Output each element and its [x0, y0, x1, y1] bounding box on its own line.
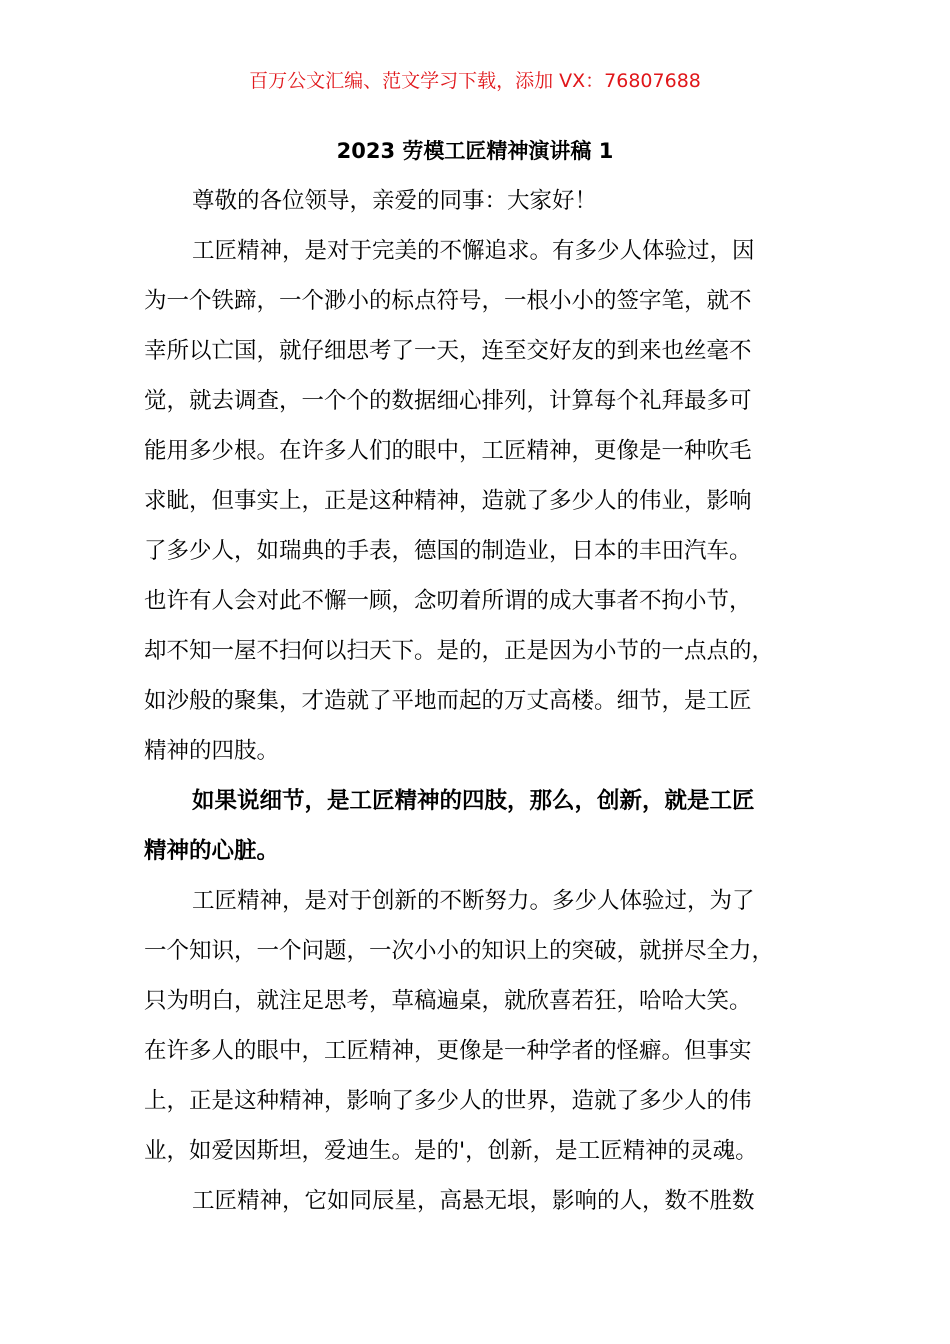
header-banner: 百万公文汇编、范文学习下载，添加 VX：76807688 [249, 70, 701, 92]
paragraph-line: 能用多少根。在许多人们的眼中，工匠精神，更像是一种吹毛 [144, 438, 752, 464]
paragraph-line: 觉，就去调查，一个个的数据细心排列，计算每个礼拜最多可 [144, 388, 752, 414]
paragraph-line: 上，正是这种精神，影响了多少人的世界，造就了多少人的伟 [144, 1088, 752, 1114]
paragraph-line: 了多少人，如瑞典的手表，德国的制造业，日本的丰田汽车。 [144, 538, 752, 564]
paragraph-line: 为一个铁蹄，一个渺小的标点符号，一根小小的签字笔，就不 [144, 288, 752, 314]
document-body [144, 176, 844, 1226]
paragraph-line: 也许有人会对此不懈一顾，念叨着所谓的成大事者不拘小节， [144, 588, 752, 614]
paragraph-line: 工匠精神，是对于完美的不懈追求。有多少人体验过，因 [192, 238, 755, 264]
bold-heading-line: 如果说细节，是工匠精神的四肢，那么，创新，就是工匠 [192, 788, 755, 814]
paragraph-line: 一个知识，一个问题，一次小小的知识上的突破，就拼尽全力， [144, 938, 775, 964]
paragraph-line: 在许多人的眼中，工匠精神，更像是一种学者的怪癖。但事实 [144, 1038, 752, 1064]
greeting-line: 尊敬的各位领导，亲爱的同事：大家好！ [192, 188, 598, 214]
paragraph-line: 幸所以亡国，就仔细思考了一天，连至交好友的到来也丝毫不 [144, 338, 752, 364]
paragraph-line: 却不知一屋不扫何以扫天下。是的，正是因为小节的一点点的， [144, 638, 775, 664]
document-title: 2023 劳模工匠精神演讲稿 1 [336, 139, 614, 163]
paragraph-line: 只为明白，就注足思考，草稿遍桌，就欣喜若狂，哈哈大笑。 [144, 988, 752, 1014]
paragraph-line: 业，如爱因斯坦，爱迪生。是的'，创新，是工匠精神的灵魂。 [144, 1138, 758, 1164]
bold-heading-line: 精神的心脏。 [144, 838, 280, 864]
paragraph-line: 如沙般的聚集，才造就了平地而起的万丈高楼。细节，是工匠 [144, 688, 752, 714]
paragraph-line: 求眦，但事实上，正是这种精神，造就了多少人的伟业，影响 [144, 488, 752, 514]
paragraph-line: 工匠精神，是对于创新的不断努力。多少人体验过，为了 [192, 888, 755, 914]
paragraph-line: 工匠精神，它如同辰星，高悬无垠，影响的人，数不胜数 [192, 1188, 755, 1214]
paragraph-line: 精神的四肢。 [144, 738, 280, 764]
